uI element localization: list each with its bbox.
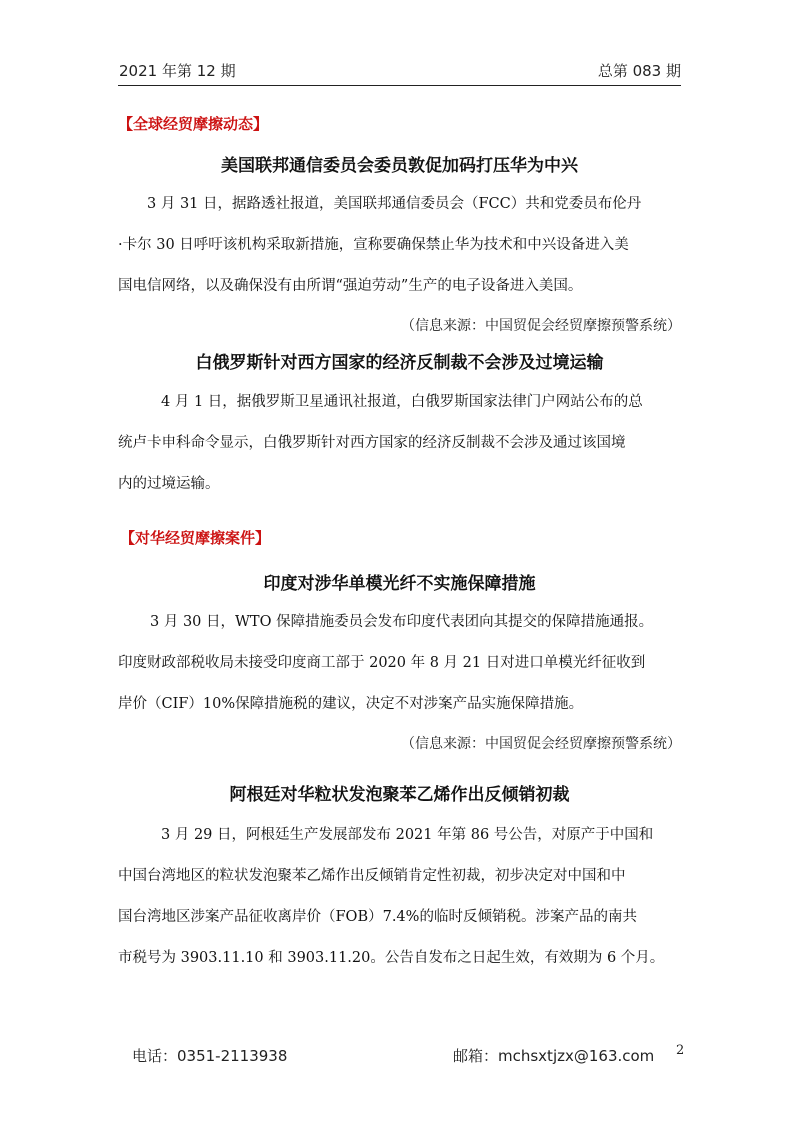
issue-number: 2021 年第 12 期: [119, 62, 236, 80]
article-line: 国台湾地区涉案产品征收离岸价（FOB）7.4%的临时反倾销税。涉案产品的南共: [118, 909, 637, 925]
info-source: （信息来源：中国贸促会经贸摩擦预警系统）: [401, 318, 681, 334]
article-title: 美国联邦通信委员会委员敦促加码打压华为中兴: [221, 156, 578, 176]
article-title: 白俄罗斯针对西方国家的经济反制裁不会涉及过境运输: [195, 353, 604, 373]
footer-phone: 电话：0351-2113938: [132, 1047, 288, 1065]
article-line: 4 月 1 日，据俄罗斯卫星通讯社报道，白俄罗斯国家法律门户网站公布的总: [161, 394, 643, 410]
total-issue-number: 总第 083 期: [597, 62, 681, 80]
article-line: 国电信网络，以及确保没有由所谓“强迫劳动”生产的电子设备进入美国。: [118, 278, 583, 294]
article-line: 内的过境运输。: [118, 476, 220, 492]
article-title: 印度对涉华单模光纤不实施保障措施: [263, 574, 536, 594]
section-tag-global: 【全球经贸摩擦动态】: [118, 115, 269, 133]
footer-email: 邮箱：mchsxtjzx@163.com: [453, 1047, 655, 1065]
article-line: 3 月 29 日，阿根廷生产发展部发布 2021 年第 86 号公告，对原产于中国和: [161, 827, 654, 843]
section-tag-china: 【对华经贸摩擦案件】: [120, 529, 271, 547]
article-title: 阿根廷对华粒状发泡聚苯乙烯作出反倾销初裁: [229, 785, 570, 805]
article-line: 3 月 30 日，WTO 保障措施委员会发布印度代表团向其提交的保障措施通报。: [150, 614, 654, 630]
article-line: 统卢卡申科命令显示，白俄罗斯针对西方国家的经济反制裁不会涉及通过该国境: [118, 435, 626, 451]
article-line: 中国台湾地区的粒状发泡聚苯乙烯作出反倾销肯定性初裁，初步决定对中国和中: [118, 868, 626, 884]
article-line: 岸价（CIF）10%保障措施税的建议，决定不对涉案产品实施保障措施。: [118, 696, 584, 712]
header-divider: [118, 85, 681, 86]
article-line: 3 月 31 日，据路透社报道，美国联邦通信委员会（FCC）共和党委员布伦丹: [147, 196, 642, 212]
page-number: 2: [676, 1043, 685, 1058]
article-line: ·卡尔 30 日呼吁该机构采取新措施，宣称要确保禁止华为技术和中兴设备进入美: [118, 237, 629, 253]
article-line: 市税号为 3903.11.10 和 3903.11.20。公告自发布之日起生效，有效期为 6 个月。: [118, 950, 665, 966]
info-source: （信息来源：中国贸促会经贸摩擦预警系统）: [401, 736, 681, 752]
article-line: 印度财政部税收局未接受印度商工部于 2020 年 8 月 21 日对进口单模光纤征收到: [118, 655, 646, 671]
